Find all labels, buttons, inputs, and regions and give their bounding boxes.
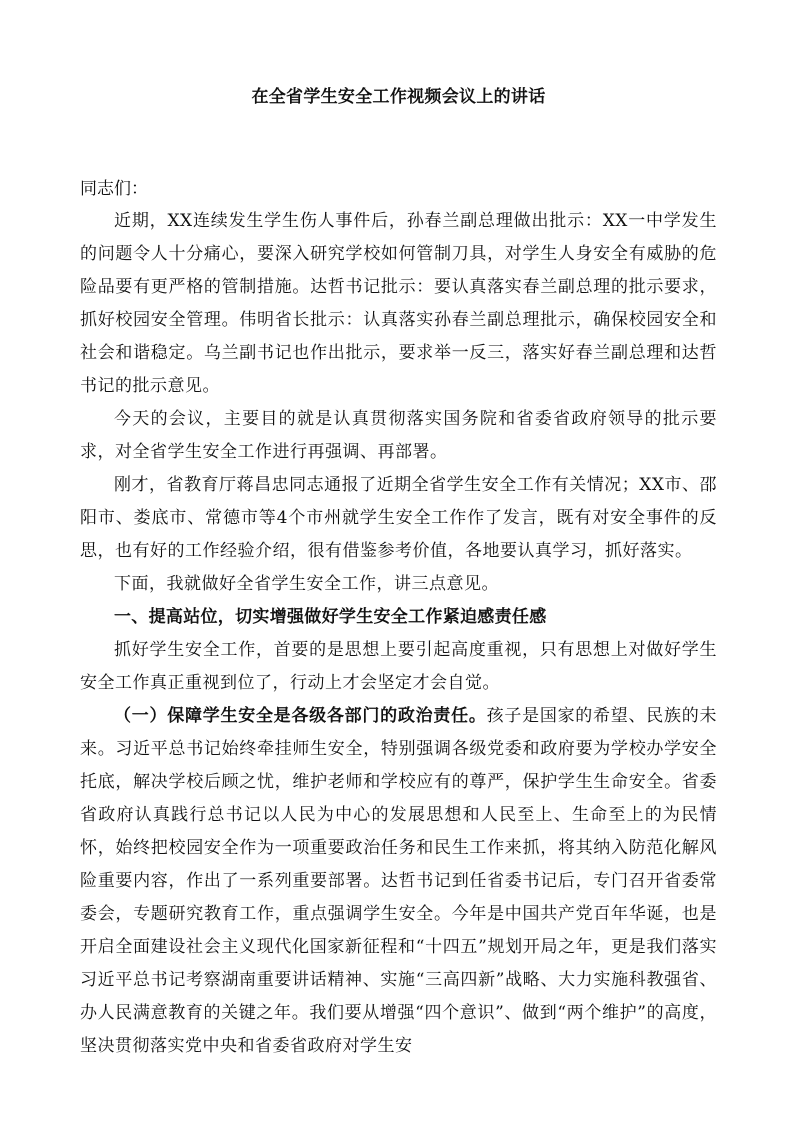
section-intro-1: 抓好学生安全工作，首要的是思想上要引起高度重视，只有思想上对做好学生安全工作真正重视到位了，行动上才会坚定才会自觉。: [80, 640, 717, 693]
subsection-body: 孩子是国家的希望、民族的未来。习近平总书记始终牵挂师生安全，特别强调各级党委和政府要为学校办学安全托底，解决学校后顾之忧，维护老师和学校应有的尊严，保护学生生命安全。省委省政府认真践行总书记以人民为中心的发展思想和人民至上、生命至上的为民情怀，始终把校园安全作为一项重要政治任务和民生工作来抓，将其纳入防范化解风险重要内容，作出了一系列重要部署。达哲书记到任省委书记后，专门召开省委常委会，专题研究教育工作，重点强调学生安全。今年是中国共产党百年华诞，也是开启全面建设社会主义现代化国家新征程和“十四五”规划开局之年，更是我们落实习近平总书记考察湖南重要讲话精神、实施“三高四新”战略、大力实施科教强省、办人民满意教育的关键之年。我们要从增强“四个意识”、做到“两个维护”的高度，坚决贯彻落实党中央和省委省政府对学生安: [80, 706, 718, 1056]
subsection-lead: （一）保障学生安全是各级各部门的政治责任。: [114, 706, 487, 726]
paragraph-reports: 刚才，省教育厅蒋昌忠同志通报了近期全省学生安全工作有关情况；XX市、邵阳市、娄底市、常德市等4个市州就学生安全工作作了发言，既有对安全事件的反思，也有好的工作经验介绍，很有借鉴参考价值，各地要认真学习，抓好落实。: [80, 475, 717, 561]
paragraph-three-points: 下面，我就做好全省学生安全工作，讲三点意见。: [114, 574, 499, 594]
paragraph-meeting-purpose: 今天的会议，主要目的就是认真贯彻落实国务院和省委省政府领导的批示要求，对全省学生安全工作进行再强调、再部署。: [80, 409, 717, 462]
subsection-paragraph-1: [80, 700, 717, 1063]
greeting: 同志们：: [80, 179, 148, 199]
paragraph-instructions: 近期，XX连续发生学生伤人事件后，孙春兰副总理做出批示：XX一中学发生的问题令人十分痛心，要深入研究学校如何管制刀具，对学生人身安全有威胁的危险品要有更严格的管制措施。达哲书记批示：要认真落实春兰副总理的批示要求，抓好校园安全管理。伟明省长批示：认真落实孙春兰副总理批示，确保校园安全和社会和谐稳定。乌兰副书记也作出批示，要求举一反三，落实好春兰副总理和达哲书记的批示意见。: [80, 211, 717, 396]
section-heading-1: 一、提高站位，切实增强做好学生安全工作紧迫感责任感: [114, 607, 547, 627]
page-title: 在全省学生安全工作视频会议上的讲话: [251, 87, 546, 107]
